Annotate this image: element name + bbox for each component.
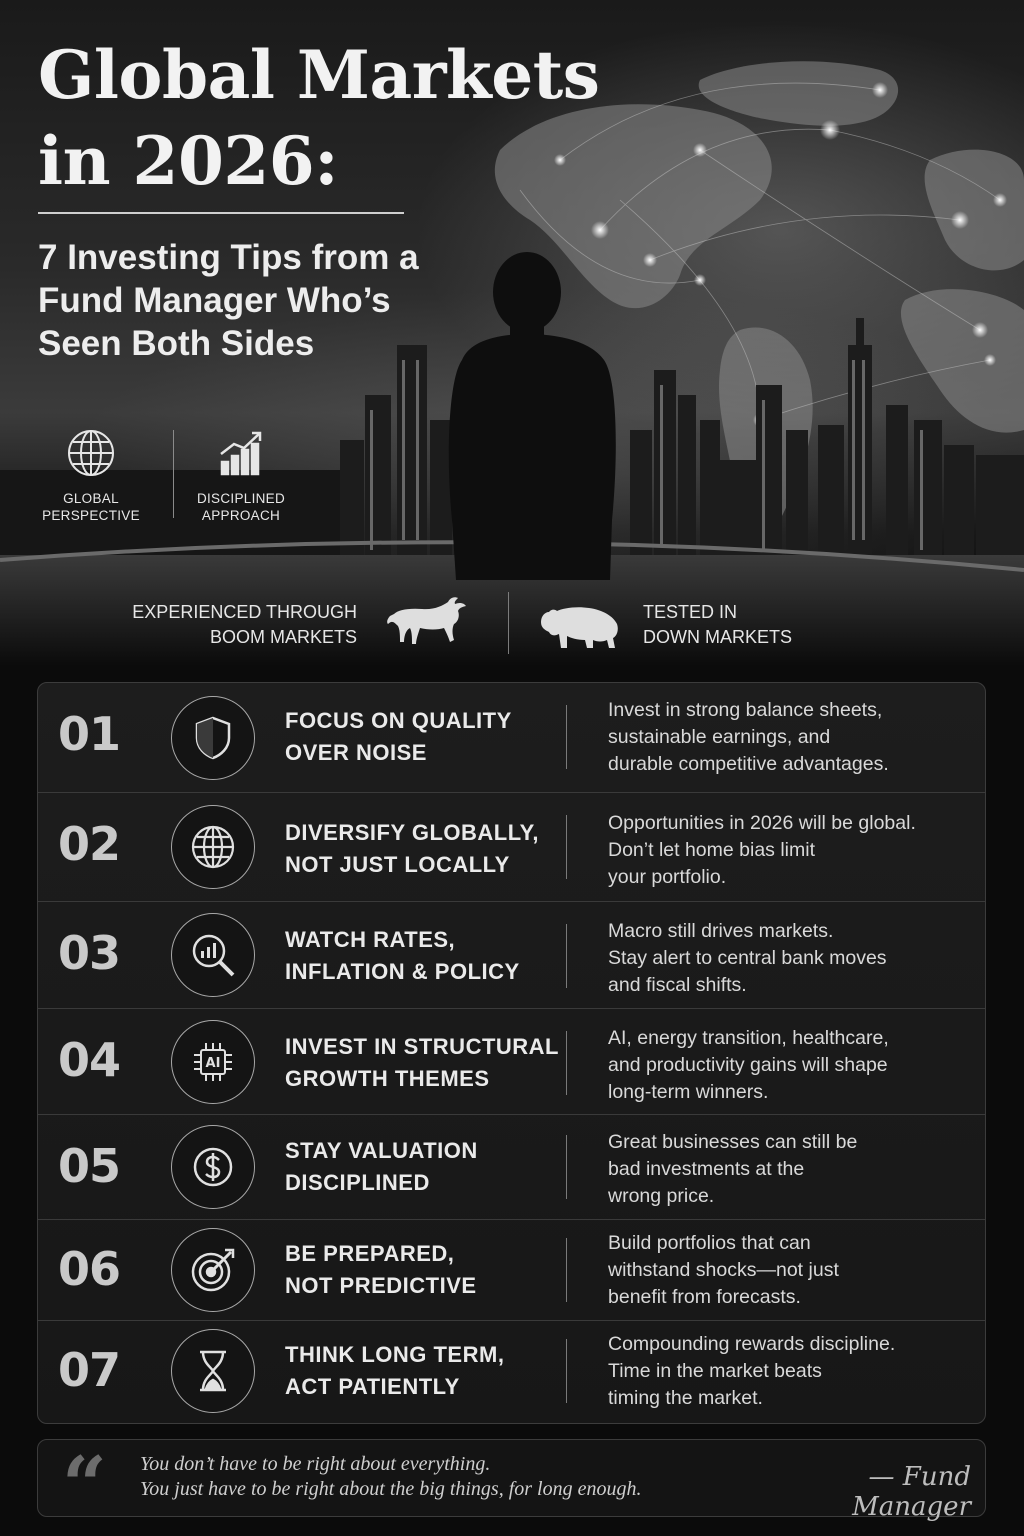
tip-row-02	[38, 793, 986, 902]
tip-description: Invest in strong balance sheets, sustainable earnings, and durable competitive advantages.	[608, 699, 889, 775]
tip-description: Great businesses can still be bad investments at the wrong price.	[608, 1131, 858, 1207]
tip-row-07	[38, 1321, 986, 1424]
down-markets-label: TESTED IN DOWN MARKETS	[643, 602, 793, 647]
tip-icon-circle	[171, 913, 255, 997]
tip-icon-circle	[171, 805, 255, 889]
magnifier-chart-icon	[189, 931, 237, 979]
quote-text: You don’t have to be right about everything. You just have to be right about the big things, for long enough.	[140, 1453, 642, 1500]
tip-divider	[566, 815, 567, 879]
tip-icon-circle	[171, 1125, 255, 1209]
hero-banner	[0, 0, 1024, 666]
tip-heading: THINK LONG TERM, ACT PATIENTLY	[285, 1342, 505, 1399]
tip-icon-circle	[171, 696, 255, 780]
tip-divider	[566, 1031, 567, 1095]
ai-chip-icon	[189, 1038, 237, 1086]
tip-description: Build portfolios that can withstand shocks—not just benefit from forecasts.	[608, 1232, 839, 1308]
ai-chip-label: AI	[205, 1056, 221, 1071]
tip-icon-circle	[171, 1228, 255, 1312]
tip-heading: FOCUS ON QUALITY OVER NOISE	[285, 708, 512, 765]
tip-divider	[566, 1135, 567, 1199]
tip-divider	[566, 705, 567, 769]
tip-row-03	[38, 902, 986, 1009]
tip-row-01	[38, 683, 986, 793]
tip-heading: INVEST IN STRUCTURAL GROWTH THEMES	[285, 1034, 559, 1091]
page-subtitle: 7 Investing Tips from a Fund Manager Who’s Seen Both Sides	[38, 238, 419, 363]
tip-divider	[566, 1238, 567, 1302]
tip-description: Compounding rewards discipline. Time in the market beats timing the market.	[608, 1333, 896, 1409]
tips-list	[37, 682, 986, 1424]
markets-divider	[508, 592, 509, 654]
tip-number: 07	[58, 1343, 121, 1397]
tip-icon-circle	[171, 1329, 255, 1413]
tip-divider	[566, 924, 567, 988]
markets-experience-row	[0, 584, 1024, 666]
tip-icon-circle	[171, 1020, 255, 1104]
shield-icon	[189, 714, 237, 762]
badge-divider	[173, 430, 174, 518]
tip-description: Opportunities in 2026 will be global. Don’t let home bias limit your portfolio.	[608, 812, 916, 888]
boom-markets-label: EXPERIENCED THROUGH BOOM MARKETS	[132, 602, 357, 647]
hourglass-icon	[189, 1347, 237, 1395]
tip-description: Macro still drives markets. Stay alert to central bank moves and fiscal shifts.	[608, 920, 887, 996]
tip-heading: DIVERSIFY GLOBALLY, NOT JUST LOCALLY	[285, 820, 539, 877]
growth-chart-icon	[216, 428, 266, 478]
globe-icon	[189, 823, 237, 871]
tip-number: 02	[58, 817, 121, 871]
page-title: Global Markets in 2026:	[38, 36, 600, 200]
badge-global-perspective	[26, 428, 156, 524]
bull-icon	[382, 592, 468, 652]
tip-row-05	[38, 1115, 986, 1220]
badge-label: DISCIPLINED APPROACH	[196, 491, 286, 523]
tip-number: 01	[58, 707, 121, 761]
quote-signature: — Fund Manager	[852, 1462, 971, 1522]
badge-label: GLOBAL PERSPECTIVE	[42, 491, 140, 523]
dollar-coin-icon	[189, 1143, 237, 1191]
target-icon	[189, 1246, 237, 1294]
bear-icon	[537, 596, 623, 652]
tip-row-04	[38, 1009, 986, 1115]
title-divider	[38, 212, 404, 214]
globe-icon	[66, 428, 116, 478]
quote-box	[37, 1439, 986, 1531]
tip-divider	[566, 1339, 567, 1403]
tip-number: 06	[58, 1242, 121, 1296]
tip-number: 03	[58, 926, 121, 980]
tip-row-06	[38, 1220, 986, 1321]
tip-number: 04	[58, 1033, 121, 1087]
tip-number: 05	[58, 1139, 121, 1193]
tip-heading: WATCH RATES, INFLATION & POLICY	[285, 927, 520, 984]
tip-heading: BE PREPARED, NOT PREDICTIVE	[285, 1241, 477, 1298]
tip-description: AI, energy transition, healthcare, and productivity gains will shape long-term winners.	[608, 1027, 889, 1103]
badge-disciplined-approach	[176, 428, 306, 524]
quote-mark-icon: “	[62, 1440, 107, 1531]
tip-heading: STAY VALUATION DISCIPLINED	[285, 1138, 478, 1195]
